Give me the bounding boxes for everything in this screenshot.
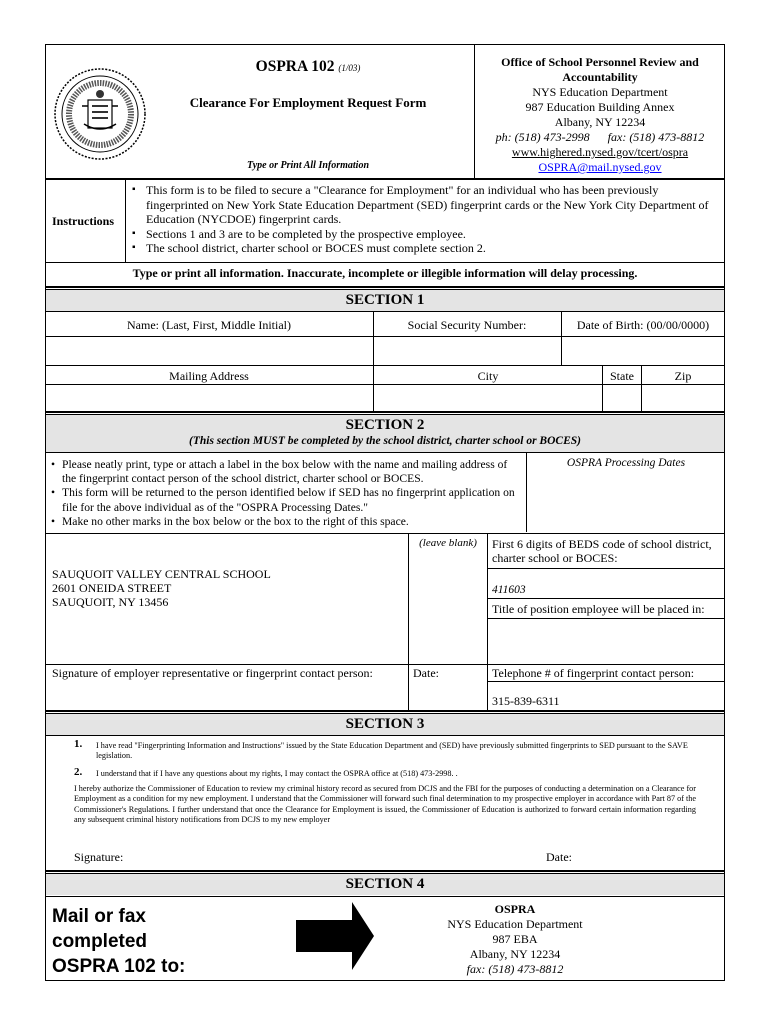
state-input[interactable] — [604, 386, 640, 410]
section2-title: SECTION 2 — [345, 417, 425, 433]
mail-instruction — [52, 904, 185, 979]
mail-to-address — [420, 902, 610, 977]
applicant-signature-input[interactable] — [130, 848, 530, 866]
ssn-input[interactable] — [375, 338, 559, 364]
seal-icon — [52, 66, 148, 162]
section1-title: SECTION 1 — [345, 292, 425, 308]
instruction-item: ▪ Sections 1 and 3 are to be completed by the prospective employee. — [128, 227, 718, 242]
contact-phone-value[interactable]: 315-839-6311 — [492, 694, 560, 708]
contact-phone-label: Telephone # of fingerprint contact person: — [492, 666, 695, 680]
contact-address-line: SAUQUOIT, NY 13456 — [52, 595, 169, 609]
beds-value[interactable]: 411603 — [492, 584, 526, 596]
mail-to-address2: Albany, NY 12234 — [469, 947, 561, 961]
office-name: Office of School Personnel Review and Accountability — [501, 55, 699, 84]
mail-instruction-line: OSPRA 102 to: — [52, 956, 186, 977]
applicant-date-input[interactable] — [580, 848, 710, 866]
office-dept: NYS Education Department — [532, 85, 668, 99]
office-address2: Albany, NY 12234 — [554, 115, 646, 129]
leave-blank-label: (leave blank) — [419, 537, 477, 549]
employer-date-input[interactable] — [410, 682, 485, 708]
employer-date-label: Date: — [413, 666, 439, 680]
employer-signature-input[interactable] — [47, 682, 406, 708]
section2-bullet: • Make no other marks in the box below or the box to the right of this space. — [50, 515, 520, 529]
section2-bullets — [50, 458, 520, 529]
form-code: OSPRA 102 — [255, 58, 335, 75]
contact-address-line: 2601 ONEIDA STREET — [52, 581, 172, 595]
type-note: Type or Print All Information — [246, 160, 370, 171]
ssn-label: Social Security Number: — [407, 318, 527, 332]
form-date: (1/03) — [338, 63, 361, 73]
mail-to-dept: NYS Education Department — [447, 917, 583, 931]
address-label: Mailing Address — [169, 369, 249, 383]
instruction-item: ▪ This form is to be filed to secure a "Clearance for Employment" for an individual who has been previously fingerprinted on New York State Education Department (SED) fingerprint cards or the New York City Department of Education (NYCDOE) fingerprint cards. — [128, 183, 718, 227]
section4-title: SECTION 4 — [345, 876, 425, 892]
position-input[interactable] — [489, 620, 723, 662]
name-input[interactable] — [47, 338, 371, 364]
form-code-line — [150, 58, 466, 76]
right-arrow-icon — [296, 902, 376, 970]
state-seal — [52, 66, 148, 162]
instructions-list — [128, 183, 718, 256]
city-label: City — [477, 369, 499, 383]
state-label: State — [610, 369, 634, 383]
item1-text: I have read "Fingerprinting Information and Instructions" issued by the State Education Department and (SED) have previously submitted fingerprints to SED pursuant to the SAVE legislation. — [96, 741, 688, 761]
applicant-signature-label: Signature: — [74, 850, 124, 864]
instruction-item: ▪ The school district, charter school or BOCES must complete section 2. — [128, 241, 718, 256]
section2-bullet: • This form will be returned to the person identified below if SED has no fingerprint application on file for the above individual as of the "OSPRA Processing Dates." — [50, 486, 520, 514]
mail-to-name: OSPRA — [494, 902, 536, 916]
contact-address-line: SAUQUOIT VALLEY CENTRAL SCHOOL — [52, 567, 271, 581]
mail-to-fax: fax: (518) 473-8812 — [466, 962, 564, 976]
dob-input[interactable] — [563, 338, 723, 364]
city-input[interactable] — [375, 386, 601, 410]
mail-to-address1: 987 EBA — [492, 932, 538, 946]
dob-label: Date of Birth: (00/00/0000) — [576, 318, 710, 332]
mail-instruction-line: Mail or fax — [52, 906, 146, 927]
beds-label: First 6 digits of BEDS code of school district, charter school or BOCES: — [492, 537, 712, 565]
office-email-link[interactable]: OSPRA@mail.nysed.gov — [538, 160, 662, 174]
address-input[interactable] — [47, 386, 371, 410]
section2-subtitle: (This section MUST be completed by the school district, charter school or BOCES) — [189, 435, 581, 447]
item1-number: 1. — [74, 738, 83, 750]
office-phone: ph: (518) 473-2998 fax: (518) 473-8812 — [495, 130, 705, 144]
position-label: Title of position employee will be placed in: — [492, 602, 705, 616]
name-label: Name: (Last, First, Middle Initial) — [127, 318, 291, 332]
section3-title: SECTION 3 — [345, 716, 425, 732]
processing-dates-box — [528, 474, 722, 530]
processing-warning: Type or print all information. Inaccurate, incomplete or illegible information will delay processing. — [132, 266, 638, 280]
processing-dates-label: OSPRA Processing Dates — [566, 457, 686, 469]
item2-number: 2. — [74, 766, 83, 778]
authorization-text: I hereby authorize the Commissioner of Education to review my criminal history record as secured from DCJS and the FBI for the purposes of conducting a determination on a Clearance for Employment as a condition for my new employment. I understand that the Commissioner will forward such final determination to my prospective employer in accordance with Part 87 of the Commissioner's Regulations. I further understand that once the Clearance for Employment is issued, the Commissioner of Education is authorized to forward certain information regarding any subsequent criminal history notifications from DCJS to my new employer — [74, 784, 696, 825]
item2-text: I understand that if I have any questions about my rights, I may contact the OSPRA office at (518) 473-2998. . — [96, 769, 458, 778]
office-address1: 987 Education Building Annex — [525, 100, 675, 114]
zip-input[interactable] — [643, 386, 723, 410]
zip-label: Zip — [674, 369, 692, 383]
form-title: Clearance For Employment Request Form — [189, 95, 427, 110]
applicant-date-label: Date: — [546, 850, 572, 864]
instructions-label: Instructions — [52, 214, 115, 228]
office-website-link[interactable]: www.highered.nysed.gov/tcert/ospra — [511, 145, 689, 159]
office-block — [478, 55, 722, 175]
section2-bullet: • Please neatly print, type or attach a label in the box below with the name and mailing address of the fingerprint contact person of the school district, charter school or BOCES. — [50, 458, 520, 486]
contact-address — [52, 567, 271, 609]
mail-instruction-line: completed — [52, 931, 148, 952]
employer-signature-label: Signature of employer representative or fingerprint contact person: — [52, 666, 373, 680]
